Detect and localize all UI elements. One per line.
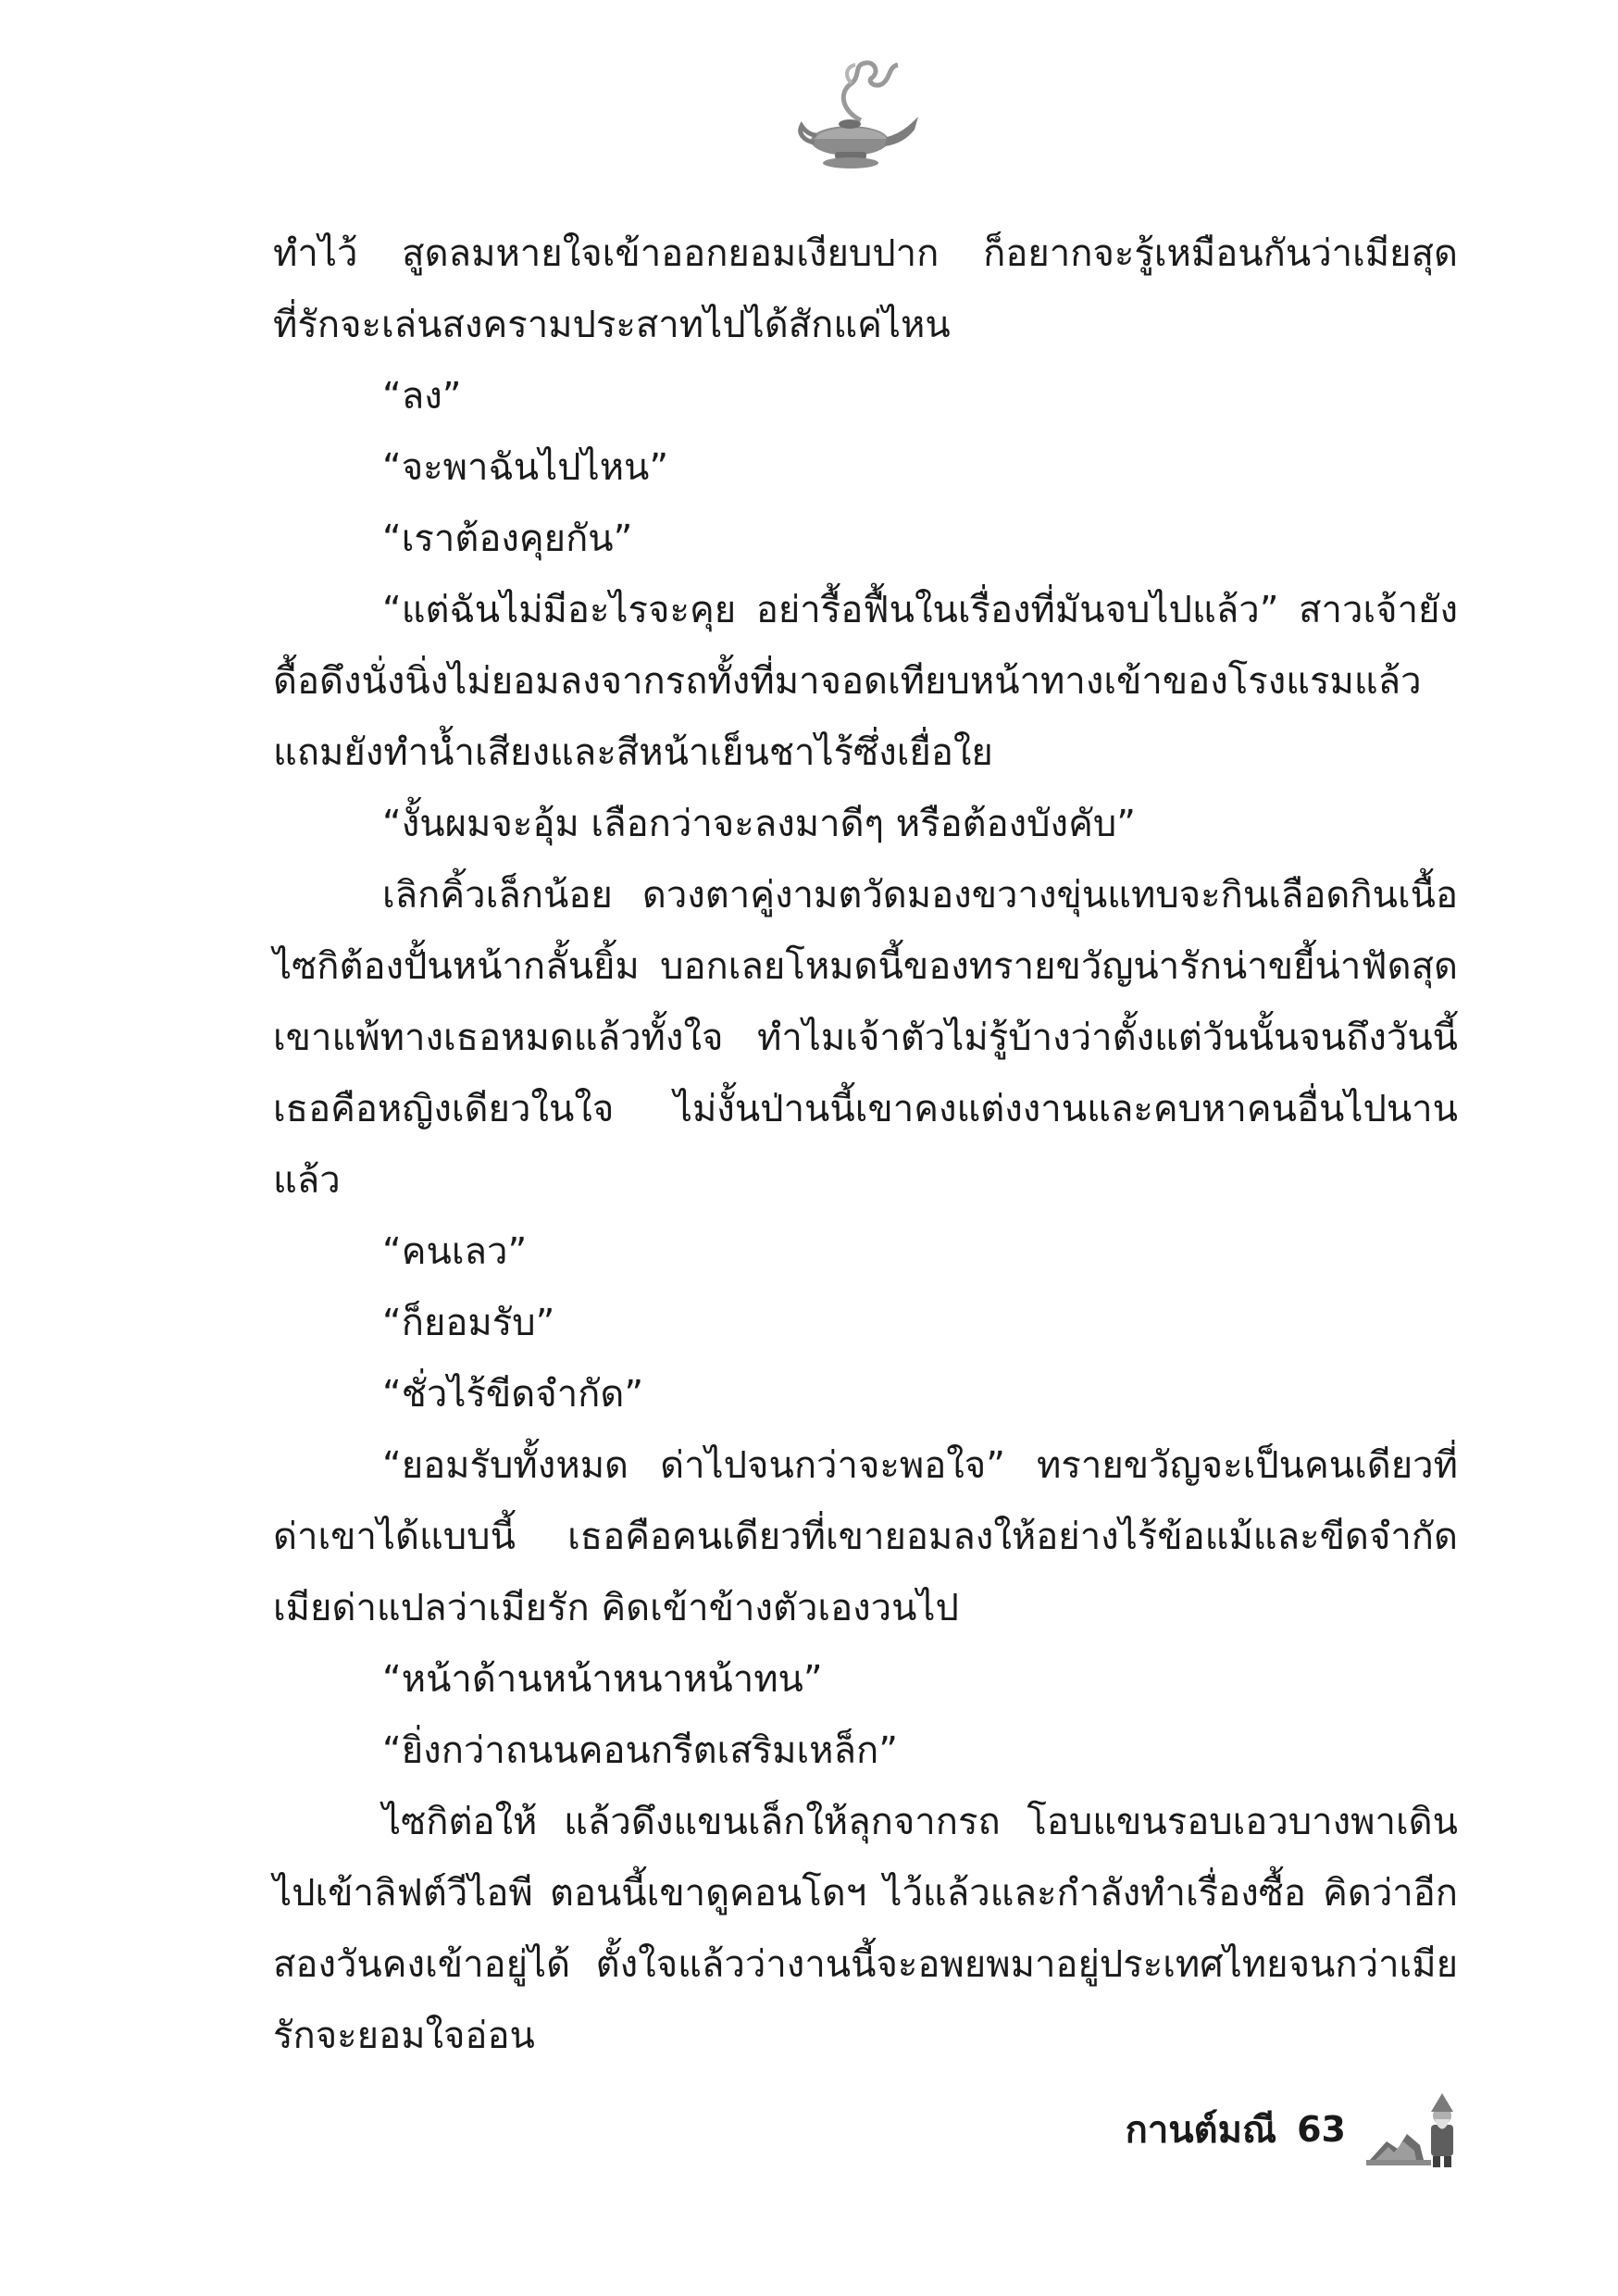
paragraph: “ยอมรับทั้งหมด ด่าไปจนกว่าจะพอใจ” ทรายขวัญจะเป็นคนเดียวที่ด่าเขาได้แบบนี้ เธอคือคนเดียวที่เขายอมลงให้อย่างไร้ข้อแม้และขีดจำกัด เมียด่าแปลว่าเมียรัก คิดเข้าข้างตัวเองวนไป: [273, 1444, 1458, 1629]
body-text: [273, 218, 1458, 2072]
dwarf-illustration-icon: [1366, 2088, 1468, 2171]
page-footer: [1126, 2088, 1468, 2171]
dialogue-line: “งั้นผมจะอุ้ม เลือกว่าจะลงมาดีๆ หรือต้องบังคับ”: [382, 803, 1136, 845]
dialogue-line: “ยิ่งกว่าถนนคอนกรีตเสริมเหล็ก”: [382, 1729, 898, 1772]
paragraph: “แต่ฉันไม่มีอะไรจะคุย อย่ารื้อฟื้นในเรื่องที่มันจบไปแล้ว” สาวเจ้ายังดื้อดึงนั่งนิ่งไม่ยอมลงจากรถทั้งที่มาจอดเทียบหน้าทางเข้าของโรงแรมแล้ว แถมยังทำน้ำเสียงและสีหน้าเย็นชาไร้ซึ่งเยื่อใย: [273, 589, 1458, 774]
book-title: กานต์มณี: [1125, 2109, 1277, 2152]
genie-lamp-icon: [787, 56, 926, 176]
dialogue-line: “หน้าด้านหน้าหนาหน้าทน”: [382, 1658, 823, 1701]
dialogue-line: “ก็ยอมรับ”: [382, 1302, 555, 1344]
page-number: 63: [1297, 2109, 1346, 2150]
dialogue-line: “ลง”: [382, 375, 462, 418]
paragraph: เลิกคิ้วเล็กน้อย ดวงตาคู่งามตวัดมองขวางขุ่นแทบจะกินเลือดกินเนื้อ ไซกิต้องปั้นหน้ากลั้นยิ้ม บอกเลยโหมดนี้ของทรายขวัญน่ารักน่าขยี้น่าฟัดสุด เขาแพ้ทางเธอหมดแล้วทั้งใจ ทำไมเจ้าตัวไม่รู้บ้างว่าตั้งแต่วันนั้นจนถึงวันนี้ เธอคือหญิงเดียวในใจ ไม่งั้นป่านนี้เขาคงแต่งงานและคบหาคนอื่นไปนานแล้ว: [273, 874, 1458, 1202]
dialogue-line: “ชั่วไร้ขีดจำกัด”: [382, 1373, 644, 1416]
paragraph: ทำไว้ สูดลมหายใจเข้าออกยอมเงียบปาก ก็อยากจะรู้เหมือนกันว่าเมียสุดที่รักจะเล่นสงครามประสาทไปได้สักแค่ไหน: [273, 232, 1458, 346]
dialogue-line: “คนเลว”: [382, 1230, 528, 1273]
dialogue-line: “จะพาฉันไปไหน”: [382, 446, 669, 489]
dialogue-line: “เราต้องคุยกัน”: [382, 518, 633, 560]
paragraph: ไซกิต่อให้ แล้วดึงแขนเล็กให้ลุกจากรถ โอบแขนรอบเอวบางพาเดินไปเข้าลิฟต์วีไอพี ตอนนี้เขาดูคอนโดฯ ไว้แล้วและกำลังทำเรื่องซื้อ คิดว่าอีกสองวันคงเข้าอยู่ได้ ตั้งใจแล้วว่างานนี้จะอพยพมาอยู่ประเทศไทยจนกว่าเมียรักจะยอมใจอ่อน: [273, 1801, 1458, 2057]
